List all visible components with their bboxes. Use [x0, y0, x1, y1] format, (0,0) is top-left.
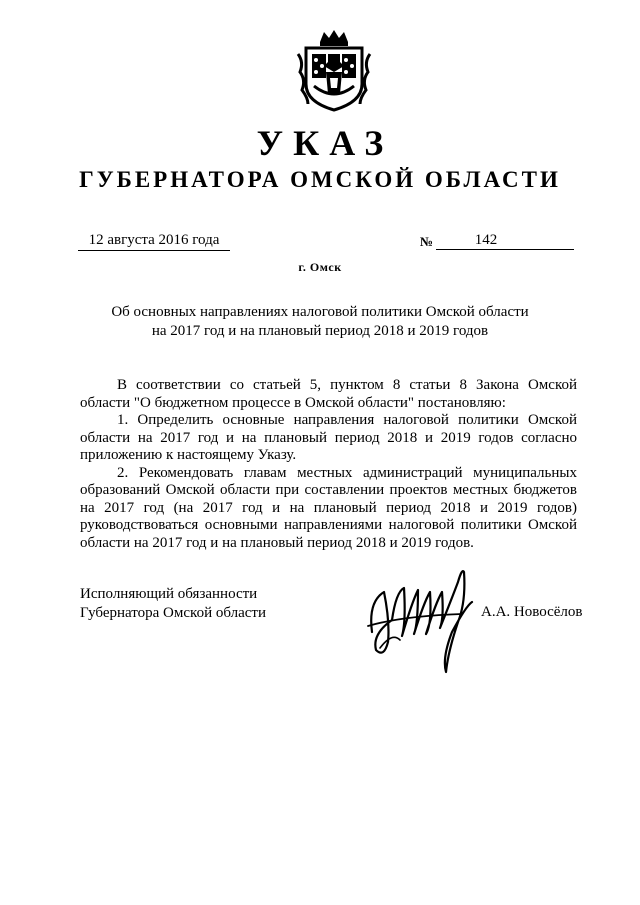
subject-line: на 2017 год и на плановый период 2018 и 2019 годов	[151, 323, 489, 339]
clause-1-paragraph: 1. Определить основные направления налоговой политики Омской области на 2017 год и на плановый период 2018 и 2019 годов согласно приложению к настоящему Указу.	[80, 412, 577, 463]
decree-number-label: №	[420, 234, 434, 249]
document-title: УКАЗ	[256, 123, 394, 163]
decree-subject	[0, 303, 640, 341]
signatory-position-line: Губернатора Омской области	[80, 605, 266, 621]
decree-body	[80, 377, 577, 552]
signatory-name: А.А. Новосёлов	[481, 604, 583, 620]
preamble-paragraph: В соответствии со статьей 5, пунктом 8 статьи 8 Закона Омской области "О бюджетном процессе в Омской области" постановляю:	[80, 377, 577, 411]
document-subtitle: ГУБЕРНАТОРА ОМСКОЙ ОБЛАСТИ	[79, 167, 561, 192]
signatory-position-line: Исполняющий обязанности	[80, 586, 258, 602]
signatory-position	[80, 585, 266, 623]
coat-of-arms-icon	[296, 28, 372, 112]
city-line: г. Омск	[298, 260, 342, 274]
decree-number: 142	[474, 232, 498, 248]
handwritten-signature	[362, 562, 480, 680]
clause-2-paragraph: 2. Рекомендовать главам местных администраций муниципальных образований Омской области при составлении проектов местных бюджетов на 2017 год (на 2017 год и на плановый период 2018 и 2019 годов) руководствоваться основными направлениями налоговой политики Омской области на 2017 год и на плановый период 2018 и 2019 годов.	[80, 464, 577, 551]
decree-date: 12 августа 2016 года	[78, 231, 230, 251]
decree-number-underline	[436, 249, 574, 250]
subject-line: Об основных направлениях налоговой политики Омской области	[111, 304, 529, 320]
